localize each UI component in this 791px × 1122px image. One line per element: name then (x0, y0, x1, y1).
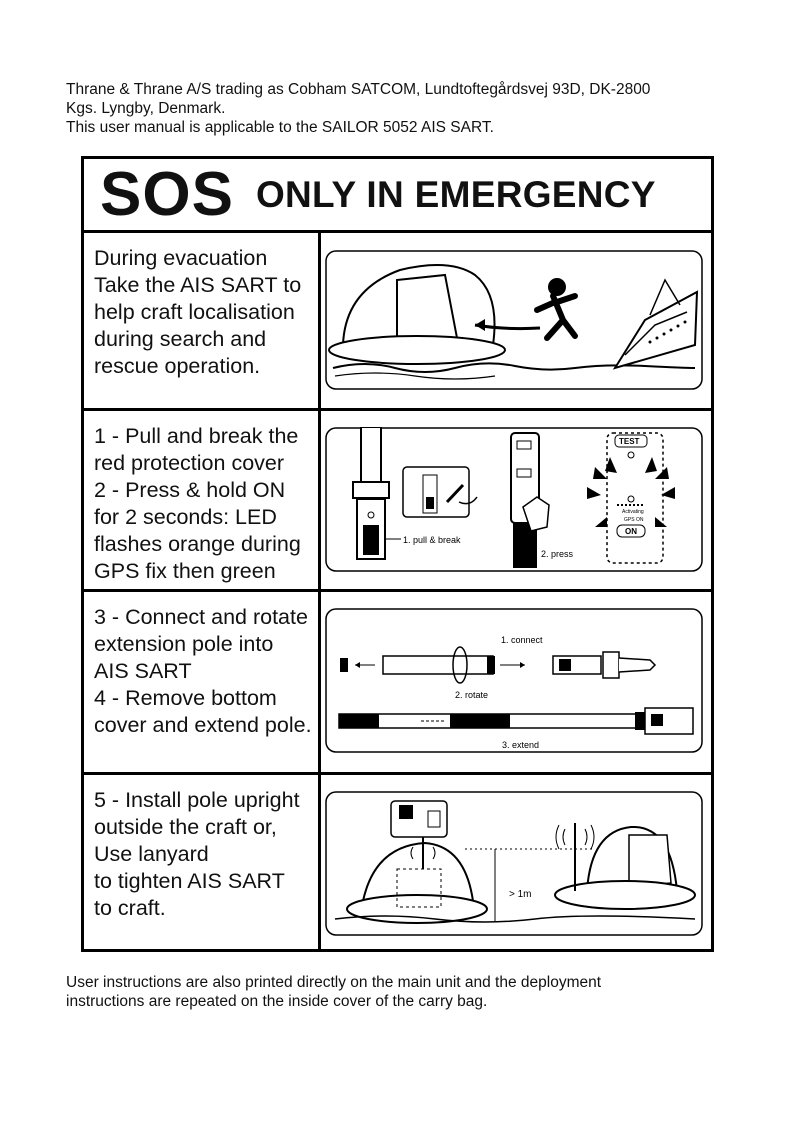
install-pole-illustration (325, 791, 703, 936)
footer-line-1: User instructions are also printed directly on the main unit and the deployment (66, 974, 602, 991)
intro-text (66, 80, 746, 137)
connect-label: 1. connect (501, 635, 543, 645)
address-line: Thrane & Thrane A/S trading as Cobham SATCOM, Lundtoftegårdsvej 93D, DK-2800 (66, 81, 651, 98)
sos-instruction-card (81, 156, 714, 952)
pole-extension-illustration (325, 608, 703, 753)
step-connect-pole-text-cell (84, 592, 321, 772)
rotate-label: 2. rotate (455, 690, 489, 700)
height-label: > 1m (509, 889, 532, 900)
step-connect-pole (84, 592, 711, 775)
extend-label: 3. extend (502, 740, 540, 750)
sart-activation-illustration (325, 427, 703, 572)
step-install-pole-text-cell (84, 775, 321, 949)
connect-pole-illustration (325, 608, 703, 753)
upright-pole-illustration (325, 791, 703, 936)
city-line: Kgs. Lyngby, Denmark. (66, 100, 226, 117)
liferaft-ship-illustration (325, 250, 703, 390)
footer-line-2: instructions are repeated on the inside cover of the carry bag. (66, 993, 488, 1010)
step-install-pole (84, 775, 711, 949)
evacuation-illustration (325, 250, 703, 390)
activating-label: Activating (622, 509, 644, 515)
step-activate (84, 411, 711, 592)
activate-illustration (325, 427, 703, 572)
on-label: ON (625, 527, 637, 536)
step-activate-text-cell (84, 411, 321, 589)
step-evacuation-text: During evacuation Take the AIS SART to help craft localisation during search and rescue operation. (94, 246, 302, 378)
step-install-pole-text: 5 - Install pole upright outside the craft or, Use lanyard to tighten AIS SART to craft. (94, 788, 300, 920)
emergency-heading: ONLY IN EMERGENCY (255, 173, 656, 215)
pull-label: 1. pull & break (403, 535, 461, 545)
gps-on-label: GPS ON (624, 517, 644, 523)
card-title (84, 159, 711, 233)
sos-heading: SOS (100, 159, 234, 229)
step-connect-pole-text: 3 - Connect and rotate extension pole into AIS SART 4 - Remove bottom cover and extend pole. (94, 605, 312, 737)
applicability-line: This user manual is applicable to the SAILOR 5052 AIS SART. (66, 119, 494, 136)
footer-note (66, 973, 746, 1011)
step-evacuation-text-cell (84, 233, 321, 408)
press-label: 2. press (541, 549, 574, 559)
test-label: TEST (619, 437, 640, 446)
step-activate-text: 1 - Pull and break the red protection cover 2 - Press & hold ON for 2 seconds: LED flashes orange during GPS fix then green (94, 424, 301, 583)
step-evacuation (84, 233, 711, 411)
